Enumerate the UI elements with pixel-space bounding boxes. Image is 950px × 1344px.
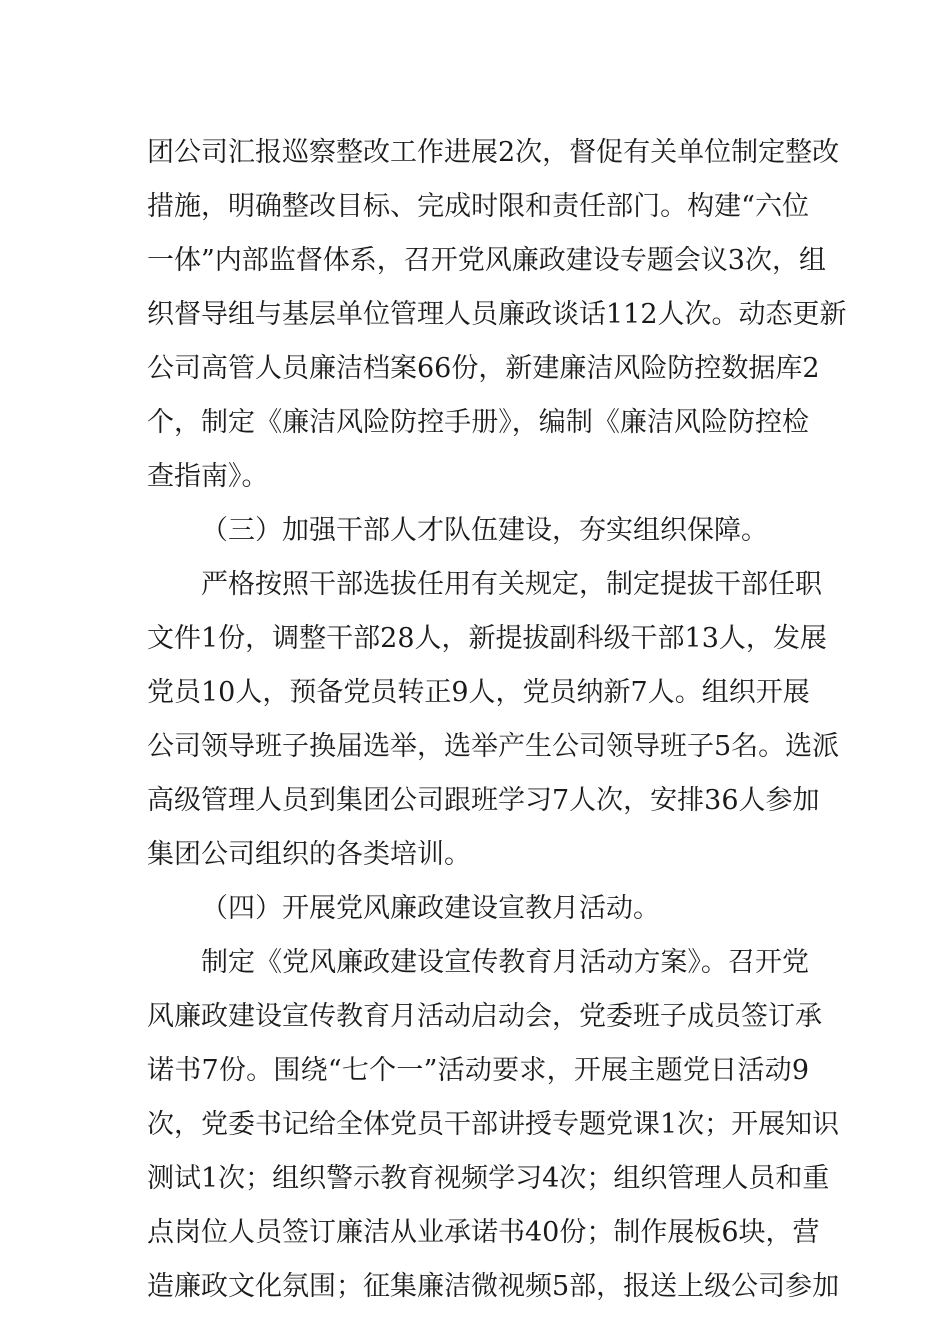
text-line: 风廉政建设宣传教育月活动启动会，党委班子成员签订承 [147,1001,822,1032]
section-heading: （四）开展党风廉政建设宣教月活动。 [201,893,660,924]
text-line: 党员10人，预备党员转正9人，党员纳新7人。组织开展 [147,677,810,708]
text-line: 诺书7份。围绕“七个一”活动要求，开展主题党日活动9 [147,1055,809,1086]
text-line: 集团公司组织的各类培训。 [147,839,471,870]
text-line: 个，制定《廉洁风险防控手册》，编制《廉洁风险防控检 [147,407,809,438]
text-line: 一体”内部监督体系，召开党风廉政建设专题会议3次，组 [147,245,826,276]
text-line: 高级管理人员到集团公司跟班学习7人次，安排36人参加 [147,785,820,816]
text-line: 点岗位人员签订廉洁从业承诺书40份；制作展板6块，营 [147,1217,820,1248]
text-line: 文件1份，调整干部28人，新提拔副科级干部13人，发展 [147,623,827,654]
text-line: 次，党委书记给全体党员干部讲授专题党课1次；开展知识 [147,1109,840,1140]
text-line: 造廉政文化氛围；征集廉洁微视频5部，报送上级公司参加 [147,1271,840,1302]
text-line: 严格按照干部选拔任用有关规定，制定提拔干部任职 [201,569,822,600]
text-line: 查指南》。 [147,461,269,492]
text-line: 团公司汇报巡察整改工作进展2次，督促有关单位制定整改 [147,137,840,168]
section-heading: （三）加强干部人才队伍建设，夯实组织保障。 [201,515,768,546]
text-line: 织督导组与基层单位管理人员廉政谈话112人次。动态更新 [147,299,847,330]
text-line: 制定《党风廉政建设宣传教育月活动方案》。召开党 [201,947,809,978]
text-line: 测试1次；组织警示教育视频学习4次；组织管理人员和重 [147,1163,830,1194]
text-line: 公司领导班子换届选举，选举产生公司领导班子5名。选派 [147,731,840,762]
text-line: 措施，明确整改目标、完成时限和责任部门。构建“六位 [147,191,809,222]
text-line: 公司高管人员廉洁档案66份，新建廉洁风险防控数据库2 [147,353,820,384]
